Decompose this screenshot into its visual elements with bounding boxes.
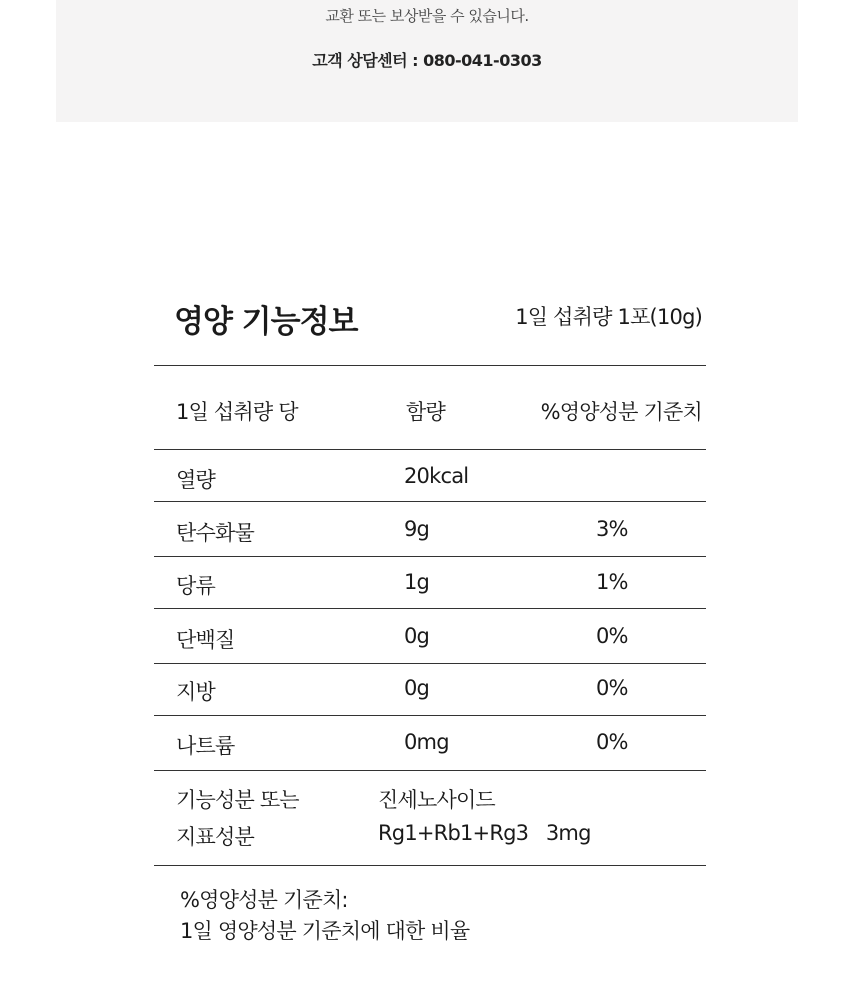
functional-value-line2: Rg1+Rb1+Rg3 3mg: [378, 821, 591, 845]
row-sodium-amount: 0mg: [404, 730, 449, 754]
row-carbohydrate-name: 탄수화물: [176, 521, 254, 545]
row-protein-percent: 0%: [596, 624, 628, 648]
divider-row: [154, 556, 706, 557]
divider-row: [154, 663, 706, 664]
row-sugars-name: 당류: [176, 574, 215, 598]
row-sugars-amount: 1g: [404, 570, 430, 594]
functional-label-line2: 지표성분: [176, 825, 254, 849]
header-per-serving: 1일 섭취량 당: [176, 400, 298, 424]
divider-row: [154, 715, 706, 716]
divider-row: [154, 608, 706, 609]
row-protein-amount: 0g: [404, 624, 430, 648]
row-sodium-name: 나트륨: [176, 734, 235, 758]
row-calories-amount: 20kcal: [404, 464, 469, 488]
customer-center-text: 고객 상담센터 : 080-041-0303: [312, 51, 542, 70]
divider-row: [154, 770, 706, 771]
functional-value-line1: 진세노사이드: [378, 788, 495, 812]
row-carbohydrate-amount: 9g: [404, 517, 430, 541]
serving-size: 1일 섭취량 1포(10g): [515, 305, 702, 329]
row-fat-amount: 0g: [404, 676, 430, 700]
divider-top: [154, 365, 706, 366]
row-fat-percent: 0%: [596, 676, 628, 700]
row-protein-name: 단백질: [176, 628, 235, 652]
divider-row: [154, 501, 706, 502]
footnote-line2: 1일 영양성분 기준치에 대한 비율: [180, 919, 470, 943]
footnote-line1: %영양성분 기준치:: [180, 888, 348, 912]
row-sugars-percent: 1%: [596, 570, 628, 594]
row-sodium-percent: 0%: [596, 730, 628, 754]
row-carbohydrate-percent: 3%: [596, 517, 628, 541]
functional-label-line1: 기능성분 또는: [176, 788, 299, 812]
divider-bottom: [154, 865, 706, 866]
header-daily-value: %영양성분 기준치: [540, 400, 702, 424]
divider-header: [154, 449, 706, 450]
nutrition-title: 영양 기능정보: [174, 304, 358, 340]
row-fat-name: 지방: [176, 680, 215, 704]
header-amount: 함량: [406, 400, 445, 424]
row-calories-name: 열량: [176, 468, 215, 492]
exchange-notice-text: 교환 또는 보상받을 수 있습니다.: [325, 7, 529, 25]
notice-box: [56, 0, 798, 122]
